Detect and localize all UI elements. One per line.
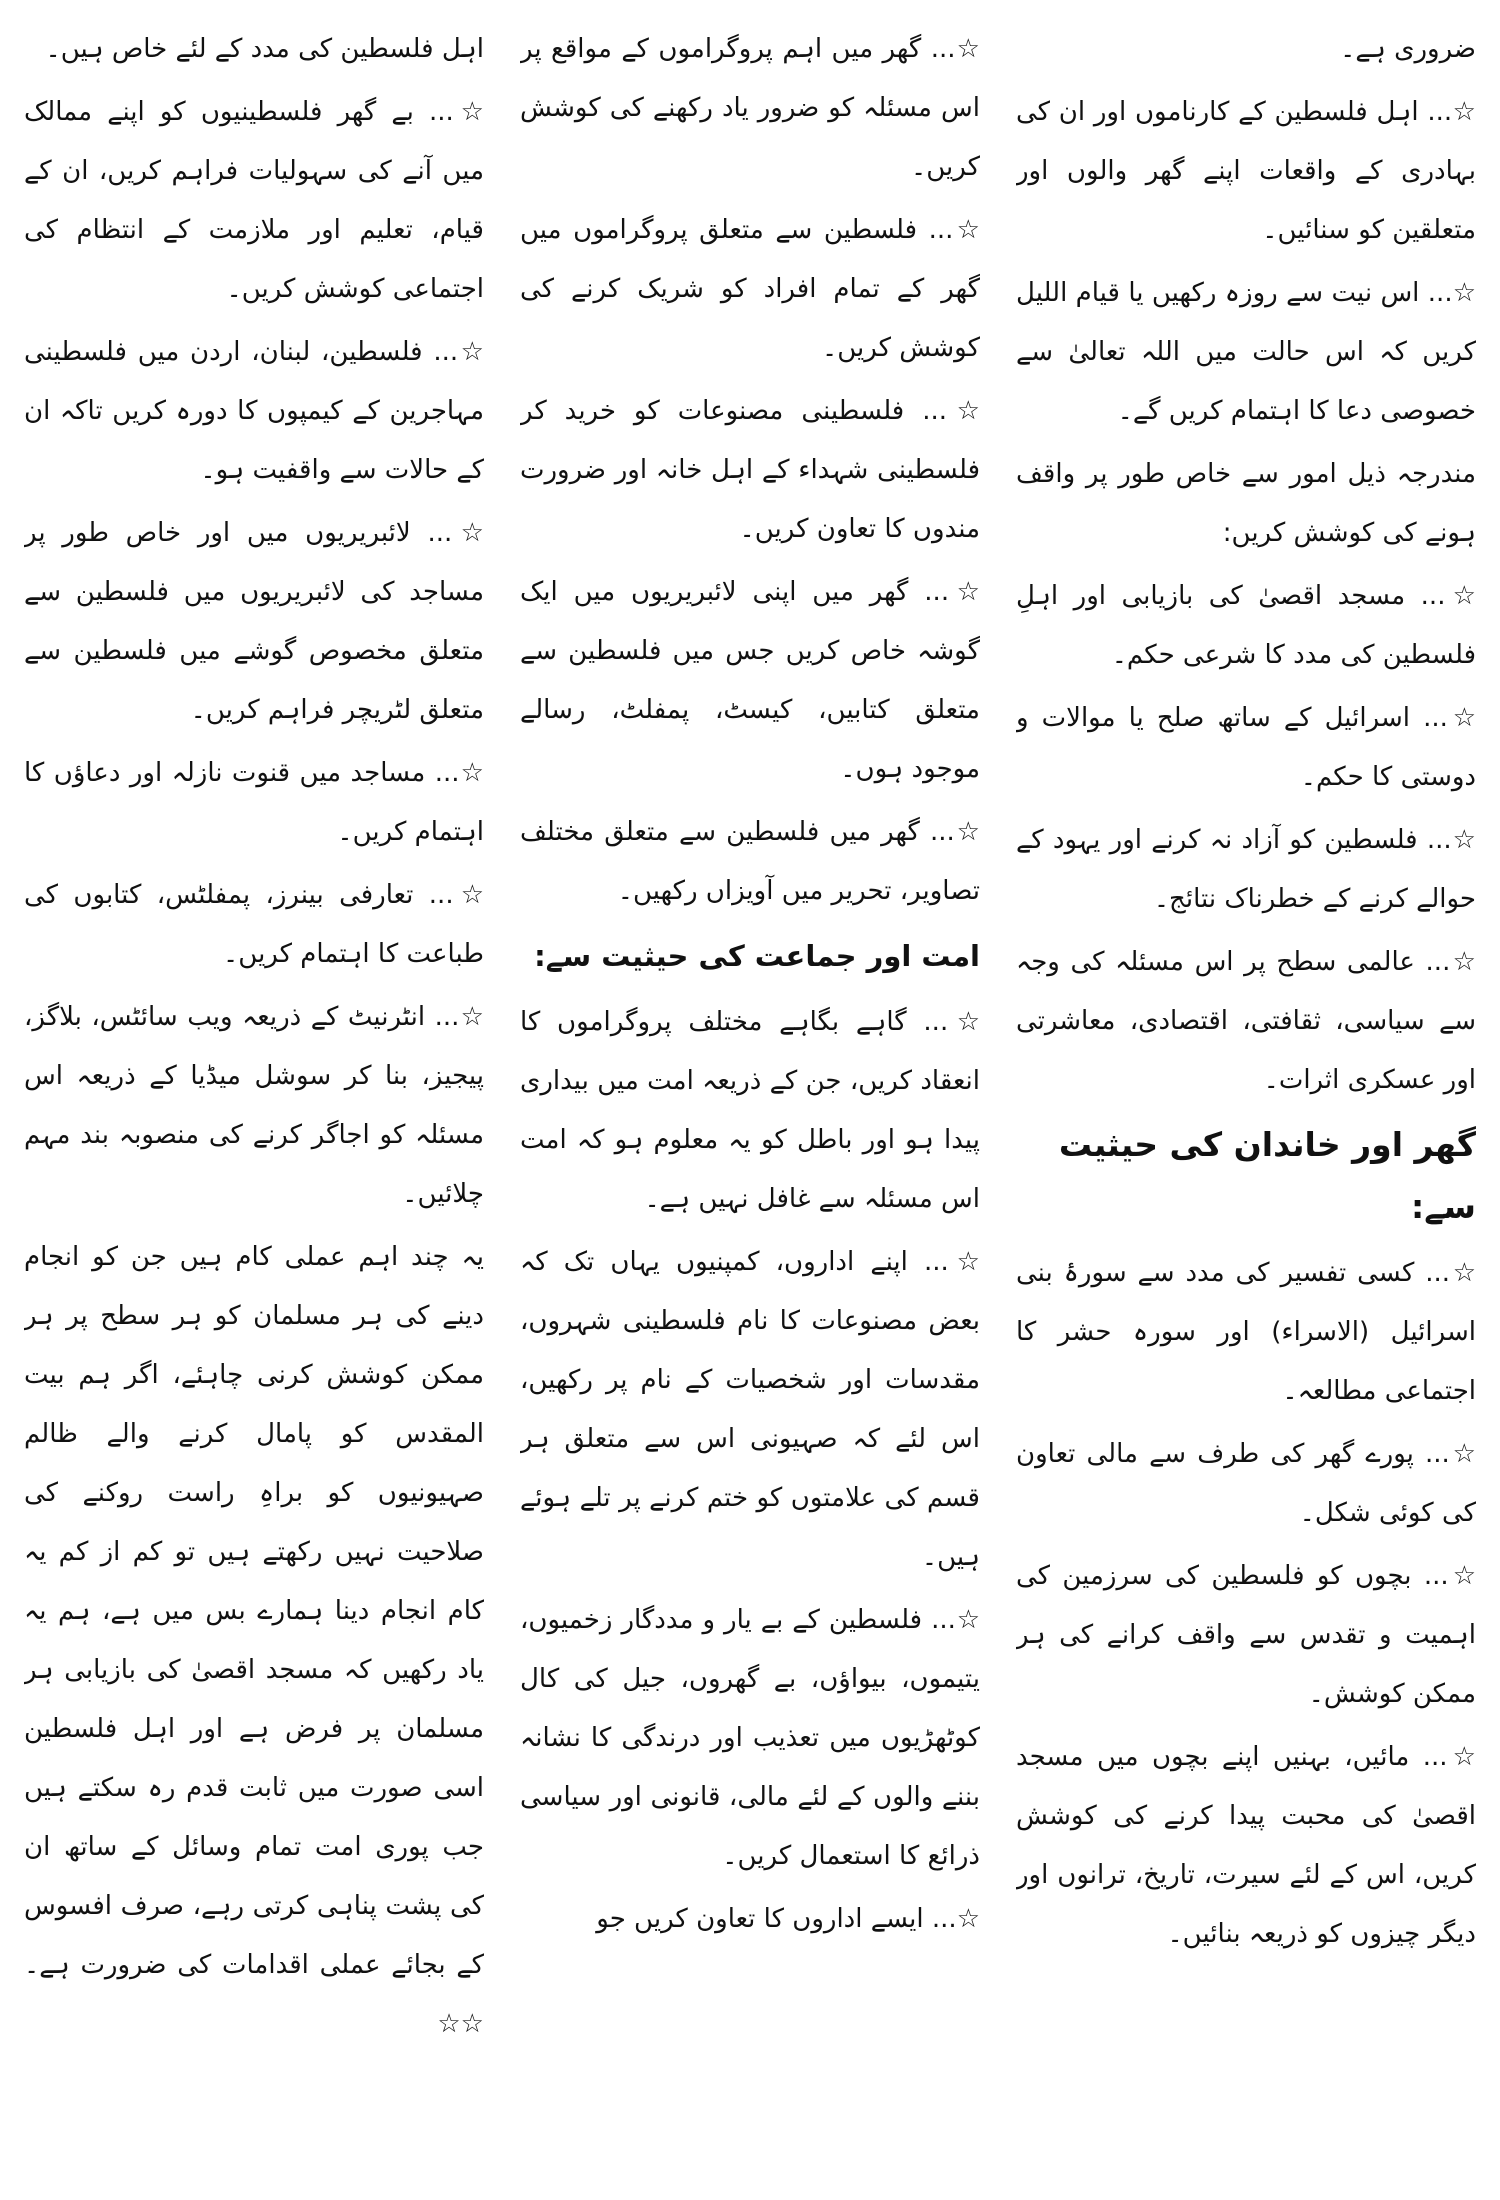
paragraph: اہل فلسطین کی مدد کے لئے خاص ہیں۔: [45, 34, 484, 64]
column-right: [1016, 20, 1476, 2180]
paragraph: ☆... مسجد اقصیٰ کی بازیابی اور اہلِ فلسطین کی مدد کا شرعی حکم۔: [1016, 581, 1476, 670]
paragraph: ☆... اہل فلسطین کے کارناموں اور ان کی بہادری کے واقعات اپنے گھر والوں اور متعلقین کو سنائیں۔: [1016, 97, 1476, 245]
paragraph: ☆... فلسطین کے بے یار و مددگار زخمیوں، یتیموں، بیواؤں، بے گھروں، جیل کی کال کوٹھڑیوں میں تعذیب اور درندگی کا نشانہ بننے والوں کے لئے مالی، قانونی اور سیاسی ذرائع کا استعمال کریں۔: [520, 1605, 980, 1871]
paragraph: ☆... گھر میں فلسطین سے متعلق مختلف تصاویر، تحریر میں آویزاں رکھیں۔: [520, 817, 980, 906]
paragraph: ☆... گھر میں اپنی لائبریریوں میں ایک گوشہ خاص کریں جس میں فلسطین سے متعلق کتابیں، کیسٹ، پمفلٹ، رسالے موجود ہوں۔: [520, 577, 980, 784]
article-page: [24, 20, 1476, 2180]
paragraph: ☆... لائبریریوں میں اور خاص طور پر مساجد کی لائبریریوں میں فلسطین سے متعلق مخصوص گوشے میں فلسطین سے متعلق لٹریچر فراہم کریں۔: [24, 518, 484, 725]
section-heading: گھر اور خاندان کی حیثیت سے:: [1058, 1125, 1476, 1226]
paragraph: ☆... بچوں کو فلسطین کی سرزمین کی اہمیت و تقدس سے واقف کرانے کی ہر ممکن کوشش۔: [1016, 1561, 1476, 1709]
paragraph: ☆... اپنے اداروں، کمپنیوں یہاں تک کہ بعض مصنوعات کا نام فلسطینی شہروں، مقدسات اور شخصیات کے نام پر رکھیں، اس لئے کہ صہیونی اس سے متعلق ہر قسم کی علامتوں کو ختم کرنے پر تلے ہوئے ہیں۔: [520, 1247, 980, 1572]
paragraph: ☆... فلسطین سے متعلق پروگراموں میں گھر کے تمام افراد کو شریک کرنے کی کوشش کریں۔: [520, 215, 980, 363]
paragraph: ☆... بے گھر فلسطینیوں کو اپنے ممالک میں آنے کی سہولیات فراہم کریں، ان کے قیام، تعلیم اور ملازمت کے انتظام کی اجتماعی کوشش کریں۔: [24, 97, 484, 304]
paragraph: ☆... تعارفی بینرز، پمفلٹس، کتابوں کی طباعت کا اہتمام کریں۔: [24, 880, 484, 969]
column-left: [24, 20, 484, 2180]
paragraph: ضروری ہے۔: [1340, 34, 1476, 64]
paragraph: ☆... اس نیت سے روزہ رکھیں یا قیام اللیل کریں کہ اس حالت میں اللہ تعالیٰ سے خصوصی دعا کا اہتمام کریں گے۔: [1016, 278, 1476, 426]
paragraph: یہ چند اہم عملی کام ہیں جن کو انجام دینے کی ہر مسلمان کو ہر سطح پر ہر ممکن کوشش کرنی چاہئے، اگر ہم بیت المقدس کو پامال کرنے والے ظالم صہیونیوں کو براہِ راست روکنے کی صلاحیت نہیں رکھتے ہیں تو کم از کم یہ کام انجام دینا ہمارے بس میں ہے، ہم یہ یاد رکھیں کہ مسجد اقصیٰ کی بازیابی ہر مسلمان پر فرض ہے اور اہل فلسطین اسی صورت میں ثابت قدم رہ سکتے ہیں جب پوری امت تمام وسائل کے ساتھ ان کی پشت پناہی کرتی رہے، صرف افسوس کے بجائے عملی اقدامات کی ضرورت ہے۔ ☆☆: [24, 1242, 484, 2039]
paragraph: ☆... عالمی سطح پر اس مسئلہ کی وجہ سے سیاسی، ثقافتی، اقتصادی، معاشرتی اور عسکری اثرات۔: [1016, 947, 1476, 1095]
paragraph: ☆... ایسے اداروں کا تعاون کریں جو: [596, 1904, 980, 1934]
paragraph: ☆... پورے گھر کی طرف سے مالی تعاون کی کوئی شکل۔: [1016, 1439, 1476, 1528]
paragraph: ☆... فلسطین کو آزاد نہ کرنے اور یہود کے حوالے کرنے کے خطرناک نتائج۔: [1016, 825, 1476, 914]
paragraph: ☆... گاہے بگاہے مختلف پروگراموں کا انعقاد کریں، جن کے ذریعہ امت میں بیداری پیدا ہو اور باطل کو یہ معلوم ہو کہ امت اس مسئلہ سے غافل نہیں ہے۔: [520, 1007, 980, 1214]
paragraph: ☆... اسرائیل کے ساتھ صلح یا موالات و دوستی کا حکم۔: [1016, 703, 1476, 792]
paragraph: ☆... مائیں، بہنیں اپنے بچوں میں مسجد اقصیٰ کی محبت پیدا کرنے کی کوشش کریں، اس کے لئے سیرت، تاریخ، ترانوں اور دیگر چیزوں کو ذریعہ بنائیں۔: [1016, 1742, 1476, 1949]
paragraph: ☆... کسی تفسیر کی مدد سے سورۂ بنی اسرائیل (الاسراء) اور سورہ حشر کا اجتماعی مطالعہ۔: [1016, 1258, 1476, 1406]
paragraph: ☆... انٹرنیٹ کے ذریعہ ویب سائٹس، بلاگز، پیجیز، بنا کر سوشل میڈیا کے ذریعہ اس مسئلہ کو اجاگر کرنے کی منصوبہ بند مہم چلائیں۔: [24, 1002, 484, 1209]
paragraph: مندرجہ ذیل امور سے خاص طور پر واقف ہونے کی کوشش کریں:: [1016, 459, 1476, 548]
paragraph: ☆... گھر میں اہم پروگراموں کے مواقع پر اس مسئلہ کو ضرور یاد رکھنے کی کوشش کریں۔: [520, 34, 980, 182]
paragraph: ☆... مساجد میں قنوت نازلہ اور دعاؤں کا اہتمام کریں۔: [24, 758, 484, 847]
section-heading: امت اور جماعت کی حیثیت سے:: [534, 939, 980, 973]
paragraph: ☆... فلسطینی مصنوعات کو خرید کر فلسطینی شہداء کے اہل خانہ اور ضرورت مندوں کا تعاون کریں۔: [520, 396, 980, 544]
column-middle: [520, 20, 980, 2180]
paragraph: ☆... فلسطین، لبنان، اردن میں فلسطینی مہاجرین کے کیمپوں کا دورہ کریں تاکہ ان کے حالات سے واقفیت ہو۔: [24, 337, 484, 485]
